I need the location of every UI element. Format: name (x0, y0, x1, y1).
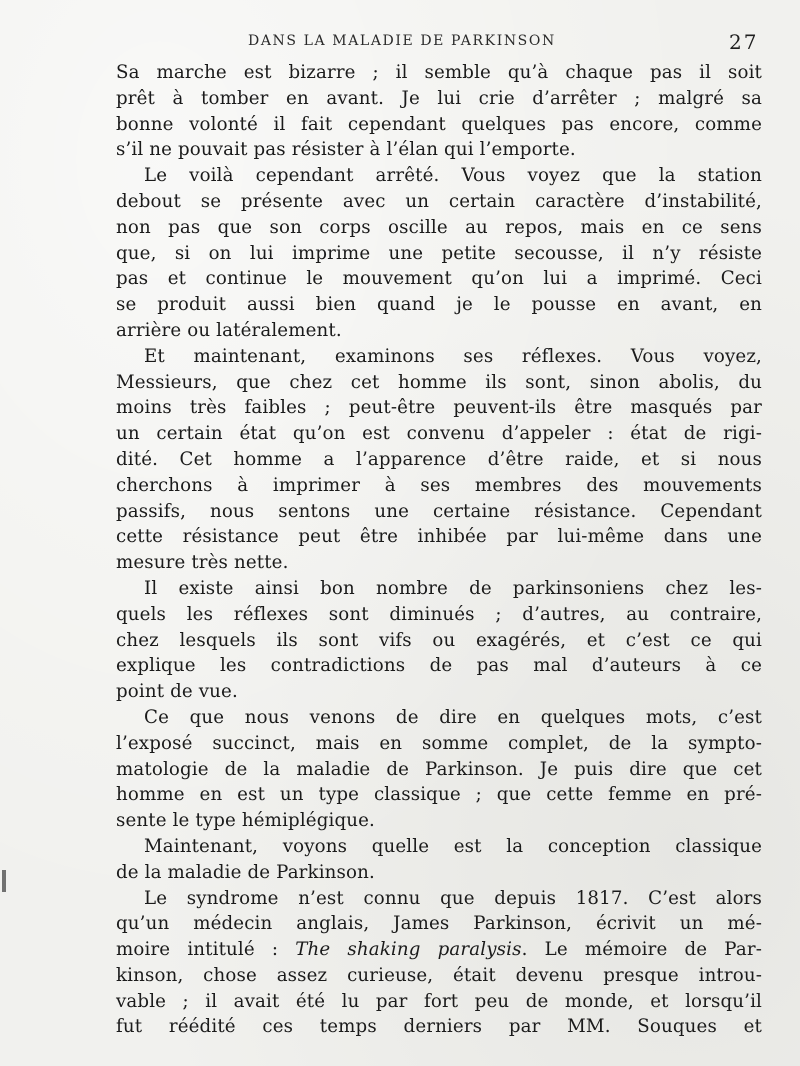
text-line: point de vue. (116, 681, 238, 703)
text-line: se produit aussi bien quand je le pousse en avant, en (116, 294, 762, 316)
text-line: moins très faibles ; peut-être peuvent-ils être masqués par (116, 397, 762, 419)
page-number: 27 (729, 30, 759, 54)
text-line: passifs, nous sentons une certaine résistance. Cependant (116, 500, 762, 522)
text-line: s’il ne pouvait pas résister à l’élan qui l’emporte. (116, 139, 576, 161)
text-line: dité. Cet homme a l’apparence d’être raide, et si nous (116, 448, 762, 470)
text-line: de la maladie de Parkinson. (116, 861, 375, 883)
book-title: The shaking paralysis (295, 939, 522, 961)
text-line: Le syndrome n’est connu que depuis 1817. C’est alors (144, 887, 762, 909)
text-line: Maintenant, voyons quelle est la conception classique (144, 835, 762, 857)
text-line: sente le type hémiplégique. (116, 810, 375, 832)
text-line: homme en est un type classique ; que cette femme en pré- (116, 784, 762, 806)
scan-artifact (2, 870, 6, 892)
body-text (116, 60, 762, 1040)
text-line: mesure très nette. (116, 552, 289, 574)
text-line: cette résistance peut être inhibée par lui-même dans une (116, 526, 762, 548)
page-header (0, 30, 800, 54)
text-line: quels les réflexes sont diminués ; d’autres, au contraire, (116, 603, 762, 625)
text-line: Sa marche est bizarre ; il semble qu’à chaque pas il soit (116, 62, 762, 83)
text-segment: moire intitulé : (116, 939, 296, 961)
text-line: fut réédité ces temps derniers par MM. Souques et (116, 1016, 762, 1038)
text-line: Et maintenant, examinons ses réflexes. Vous voyez, (144, 345, 762, 367)
text-line: Il existe ainsi bon nombre de parkinsoniens chez les- (144, 577, 762, 599)
text-line: pas et continue le mouvement qu’on lui a imprimé. Ceci (116, 268, 762, 290)
text-line: matologie de la maladie de Parkinson. Je puis dire que cet (116, 758, 762, 780)
text-line: un certain état qu’on est convenu d’appeler : état de rigi- (116, 423, 762, 445)
text-line: que, si on lui imprime une petite secousse, il n’y résiste (116, 242, 762, 264)
text-line: prêt à tomber en avant. Je lui crie d’arrêter ; malgré sa (116, 87, 762, 109)
running-title: DANS LA MALADIE DE PARKINSON (248, 33, 556, 49)
text-line: Le voilà cependant arrêté. Vous voyez que la station (144, 165, 762, 187)
text-line: explique les contradictions de pas mal d’auteurs à ce (116, 655, 762, 677)
text-line: cherchons à imprimer à ses membres des mouvements (116, 474, 762, 496)
text-line: arrière ou latéralement. (116, 319, 342, 341)
text-line: bonne volonté il fait cependant quelques pas encore, comme (116, 113, 762, 135)
text-line: kinson, chose assez curieuse, était devenu presque introu- (116, 964, 762, 986)
text-line-with-title (116, 937, 762, 963)
text-line: Ce que nous venons de dire en quelques mots, c’est (144, 706, 762, 728)
text-line: l’exposé succinct, mais en somme complet, de la sympto- (116, 732, 762, 754)
text-line: non pas que son corps oscille au repos, mais en ce sens (116, 216, 762, 238)
text-line: qu’un médecin anglais, James Parkinson, écrivit un mé- (116, 913, 762, 935)
text-segment: . Le mémoire de Par- (521, 939, 762, 961)
text-line: debout se présente avec un certain caractère d’instabilité, (116, 190, 762, 212)
text-line: chez lesquels ils sont vifs ou exagérés, et c’est ce qui (116, 629, 762, 651)
text-line: Messieurs, que chez cet homme ils sont, sinon abolis, du (116, 371, 762, 393)
text-line: vable ; il avait été lu par fort peu de monde, et lorsqu’il (116, 990, 762, 1012)
